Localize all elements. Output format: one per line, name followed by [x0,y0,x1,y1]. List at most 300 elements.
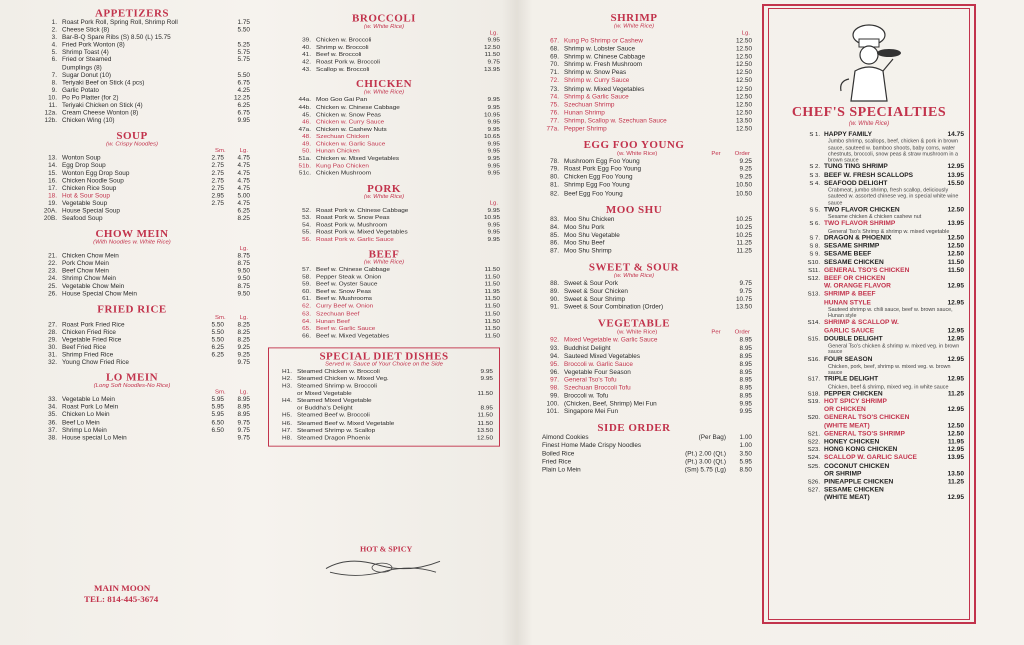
item-name: Pork Chow Mein [62,260,109,267]
item-number: 56. [302,236,311,243]
item-price: 14.75 [947,131,964,138]
item-number: 94. [550,352,559,360]
item-price-sm: 6.50 [211,427,224,434]
item-number: 8. [51,79,57,87]
item-price: 12.95 [947,406,964,414]
menu-item [275,390,493,397]
menu-item [516,224,752,232]
item-number: 52. [302,206,311,214]
menu-item [14,57,250,65]
item-price-sm: 6.25 [211,344,224,351]
item-number: S26. [807,479,820,486]
item-number: 76. [550,109,559,117]
item-price-price: 5.75 [237,49,250,56]
menu-item [516,46,752,54]
item-price-price: 5.25 [237,41,250,49]
item-price: 13.95 [947,220,964,228]
item-name: HUNAN STYLE [824,298,871,306]
item-price-lg: 4.75 [237,154,250,162]
menu-item [516,458,752,466]
menu-item [14,162,250,170]
item-price-price: 11.50 [484,273,500,281]
item-price-price: 12.50 [736,109,752,117]
item-price-lg: 8.95 [237,404,250,411]
chinese-name [774,235,804,243]
item-name: Moo Goo Gai Pan [316,96,368,104]
item-name: TWO FLAVOR SHRIMP [824,220,896,228]
item-price-price: 9.75 [487,59,500,66]
menu-item [14,65,250,73]
item-price-price: 9.75 [739,288,752,296]
item-price-price: 11.95 [484,288,500,295]
lg-label: Lg. [239,148,248,154]
item-number: 70. [550,61,559,69]
lo-mein-list [14,397,250,442]
menu-item [14,155,250,163]
item-price-lg: 8.95 [237,396,250,404]
lg-label: Lg. [239,315,248,321]
item-number: 15. [48,170,57,177]
menu-item [516,182,752,190]
item-number: 32. [48,359,57,366]
menu-item [14,110,250,118]
menu-item [14,404,250,412]
item-price-lg: 9.75 [237,419,250,427]
item-name: Boiled Rice [542,450,575,458]
item-number: H8. [282,434,292,441]
chinese-name [774,335,804,343]
item-detail: (Pt.) 3.00 (Qt.) [685,458,726,466]
menu-item [516,280,752,288]
item-price-price: 9.95 [487,162,500,170]
item-price-price: 1.00 [739,434,752,442]
item-name: Beef Egg Foo Young [564,189,623,197]
menu-item [14,427,250,435]
item-number: 53. [302,214,311,221]
item-name: House Special Chow Mein [62,290,137,298]
item-name: Beef w. Snow Peas [316,288,372,295]
item-name: Dumplings (8) [62,64,102,72]
menu-item [14,397,250,405]
item-price-price: 9.95 [739,400,752,408]
menu-item [268,119,500,126]
item-name: Roast Pork Roll, Spring Roll, Shrimp Roll [62,19,178,26]
item-name: DRAGON & PHOENIX [824,234,892,242]
item-price [936,319,964,327]
item-name: Szechuan Beef [316,310,360,317]
item-price-lg: 4.75 [237,170,250,177]
item-name: PINEAPPLE CHICKEN [824,478,894,486]
menu-column-3 [516,8,752,632]
menu-item [268,325,500,332]
menu-item [275,435,493,442]
item-price: 12.50 [947,234,964,242]
item-number: 77a. [546,125,559,133]
item-name: Roast Pork w. Chinese Cabbage [316,206,409,214]
chinese-name [774,180,804,188]
item-name: Teriyaki Chicken on Stick (4) [62,102,143,109]
chefs-specialties-subtitle: (w. White Rice) [848,121,890,127]
item-name: Singapore Mei Fun [564,408,618,416]
sm-label: Sm. [214,390,226,396]
chef-illustration-icon [829,19,909,103]
item-price-price: 12.50 [736,37,752,45]
item-number: 47a. [298,126,311,133]
item-price-sm: 6.25 [211,351,224,359]
item-name: Shrimp, Scallop w. Szechuan Sauce [564,117,667,125]
item-price [936,487,964,495]
item-price-price: 11.25 [736,247,752,255]
specialty-item [774,390,964,398]
item-price-price: 11.50 [484,310,500,317]
item-number: 55. [302,228,311,236]
item-name: Chicken Mushroom [316,170,372,177]
section-title-fried-rice: FRIED RICE [97,303,167,316]
item-price-price: 8.95 [739,344,752,352]
item-name: Cheese Stick (8) [62,26,110,34]
item-name: Steamed Beef w. Broccoli [297,412,370,419]
item-name: HONG KONG CHICKEN [824,446,898,454]
item-price-sm: 5.50 [211,321,224,329]
beef-subtitle: (w. White Rice) [363,260,405,266]
item-number: 73. [550,85,559,93]
lg-label: Lg. [239,246,248,252]
item-name: Szechuan Broccoli Tofu [564,384,631,392]
item-price-lg: 5.00 [237,192,250,200]
item-number: 54. [302,221,311,228]
item-name: (Chicken, Beef, Shrimp) Mei Fun [564,400,657,408]
item-number: S 7. [809,235,820,242]
item-price-sm: 5.95 [211,411,224,419]
item-number: S 1. [809,131,820,138]
item-number: S 4. [809,180,820,187]
item-number: S22. [807,439,820,446]
menu-item [14,344,250,352]
menu-item [516,216,752,224]
section-title-lo-mein: LO MEIN [105,372,159,384]
sm-label: Sm. [214,148,226,154]
item-name: Chicken w. Snow Peas [316,111,382,118]
lo-mein-subtitle: (Long Soft Noodles-No Rice) [93,383,171,390]
item-number: S 5. [809,207,820,214]
item-number: S10. [807,259,820,266]
item-number: 101. [546,408,559,416]
item-price-price: 5.75 [237,57,250,64]
item-price-price: 11.25 [736,239,752,247]
specialty-item [774,283,964,291]
item-price-price: 5.50 [237,72,250,79]
item-name: Steamed Chicken w. Mixed Veg. [297,375,389,383]
egg-foo-young-section [516,139,752,198]
item-price: 12.95 [947,376,964,383]
section-title-broccoli: BROCCOLI [352,13,416,25]
item-price-price: 11.50 [484,266,500,273]
item-name: SESAME CHICKEN [824,258,884,266]
lg-label: Lg. [489,200,498,206]
menu-item [516,93,752,101]
menu-item [268,311,500,318]
menu-item [268,141,500,148]
item-name: Steamed Shrimp w. Scallop [297,427,376,434]
menu-item [268,97,500,104]
appetizers-section [14,8,250,125]
item-price-price: 6.75 [237,79,250,87]
menu-item [516,296,752,304]
item-number: 92. [550,336,559,344]
item-name: Cream Cheese Wonton (8) [62,109,139,117]
item-number: 88. [550,280,559,288]
item-name: OR SHRIMP [824,470,862,478]
item-price-price: 6.25 [237,102,250,109]
broccoli-list [268,37,500,74]
item-number: S 6. [809,221,820,228]
item-number: 59. [302,281,311,288]
order-label: Order [734,151,750,158]
moo-shu-section [516,204,752,256]
item-name: Chicken Wing (10) [62,117,115,125]
egg-foo-young-header [516,151,752,158]
item-price-sm: 2.75 [211,162,224,170]
item-price-lg: 4.75 [237,162,250,170]
item-name: Beef Fried Rice [62,344,107,351]
menu-item [14,117,250,125]
menu-item [268,229,500,236]
soup-section [14,131,250,223]
menu-item [14,87,250,95]
item-price-lg: 8.25 [237,215,250,222]
menu-item [14,200,250,208]
item-price-price: 10.95 [484,214,500,221]
menu-item [516,442,752,450]
item-name: Szechuan Shrimp [564,101,615,109]
item-number: 83. [550,215,559,223]
item-price-lg: 8.25 [237,329,250,336]
menu-item [516,54,752,62]
item-price: 13.50 [947,470,964,478]
item-number: 6. [51,57,57,64]
item-name: HAPPY FAMILY [824,131,873,138]
fried-rice-section [14,304,250,367]
specialty-item [774,414,964,422]
vegetable-subtitle: (w. White Rice) [616,329,658,336]
item-name: Roast Pork w. Mixed Vegetables [316,228,408,236]
special-diet-subtitle: Served w. Sauce of Your Choice on the Side [325,361,443,368]
specialty-item [774,463,964,471]
menu-item [516,304,752,312]
chinese-name [774,471,804,479]
menu-item [14,95,250,103]
menu-item [14,260,250,268]
chinese-name [774,206,804,214]
menu-item [516,409,752,417]
vegetable-section [516,318,752,417]
item-price-price: 9.95 [487,236,500,243]
item-price-lg: 4.75 [237,200,250,207]
menu-item [268,281,500,288]
menu-column-2 [268,8,500,584]
menu-item [275,398,493,405]
chinese-name [774,430,804,438]
menu-item [14,80,250,88]
section-title-vegetable: VEGETABLE [597,318,671,330]
vegetable-header [516,330,752,337]
section-title-side-order: SIDE ORDER [597,422,671,435]
menu-item [516,345,752,353]
section-title-sweet-sour: SWEET & SOUR [588,261,680,274]
item-description: Chicken, pork, beef, shrimp w. mixed veg. w. brown sauce [828,363,951,376]
chinese-name [774,454,804,462]
sm-label: Sm. [214,315,226,321]
item-price-price: 9.50 [237,267,250,275]
item-number: S16. [807,356,820,363]
item-number: 26. [48,290,57,298]
item-number: 66. [302,332,311,340]
item-price-price: 10.25 [736,223,752,231]
item-price-lg: 9.25 [237,351,250,359]
item-number: S15. [807,336,820,343]
item-number: 39. [302,37,311,44]
item-price-price: 12.50 [736,61,752,69]
item-name: Chicken w. Garlic Sauce [316,140,386,148]
item-name: SHRIMP & BEEF [824,290,876,298]
menu-item [14,283,250,291]
sweet-sour-list [516,280,752,312]
item-number: 81. [550,181,559,189]
chicken-list [268,97,500,178]
specialty-item [774,356,964,364]
item-name: Chicken Fried Rice [62,329,116,336]
item-name: Chicken Egg Foo Young [564,173,633,181]
item-price-price: 9.95 [480,375,493,383]
menu-item [516,450,752,458]
item-name: Seafood Soup [62,215,103,222]
specialty-item [774,487,964,495]
menu-item [516,288,752,296]
item-number [804,327,824,335]
menu-item [14,42,250,50]
item-price [936,414,964,422]
menu-item [268,333,500,340]
item-price-price: 11.50 [477,390,493,397]
item-price: 11.50 [947,258,964,266]
item-price-price: 9.25 [739,165,752,173]
menu-item [516,361,752,369]
item-name: Moo Shu Shrimp [564,247,612,255]
item-price-price: 9.95 [237,117,250,125]
menu-item [268,44,500,51]
item-name: Sugar Donut (10) [62,72,112,79]
lg-label: Lg. [239,390,248,396]
specialty-item [774,398,964,406]
item-name: Vegetable Chow Mein [62,283,125,290]
item-price-price: 11.50 [477,419,493,427]
egg-foo-young-subtitle: (w. White Rice) [616,151,658,158]
item-name: BEEF W. FRESH SCALLOPS [824,171,914,179]
item-name: Young Chow Fried Rice [62,359,129,366]
item-price: 15.50 [947,179,964,187]
item-number: 44a. [298,96,311,104]
menu-item [268,163,500,170]
item-name: Shrimp Lo Mein [62,427,107,434]
item-name: HOT SPICY SHRIMP [824,398,887,406]
section-title-chicken: CHICKEN [355,79,413,91]
menu-item [268,67,500,74]
item-price-price: 9.95 [487,228,500,236]
item-number: 89. [550,288,559,296]
item-number: 77. [550,117,559,125]
item-number: 46. [302,118,311,126]
item-name: Steamed Shrimp w. Broccoli [297,383,377,390]
item-price-price: 8.95 [739,392,752,400]
item-name: Moo Shu Pork [564,223,605,231]
menu-item [14,337,250,345]
item-name: SCALLOP W. GARLIC SAUCE [824,454,917,462]
item-price [936,463,964,471]
item-price [936,275,964,283]
item-name: GENERAL TSO'S SHRIMP [824,430,905,438]
item-price-sm: 5.50 [211,336,224,344]
item-number: 7. [51,72,57,79]
item-name: W. ORANGE FLAVOR [824,282,891,290]
menu-item [516,125,752,133]
item-name: Vegetable Four Season [564,368,631,376]
item-number: 20B. [43,215,57,222]
item-number [804,471,824,479]
item-name: Sweet & Sour Chicken [564,288,628,296]
item-price-price: 12.50 [736,53,752,61]
specialty-item [774,495,964,503]
item-price-price: 6.75 [237,109,250,117]
item-name: Beef w. Chinese Cabbage [316,266,390,273]
item-name: Hot & Sour Soup [62,192,110,200]
item-price-price: 12.50 [736,93,752,101]
item-name: Shrimp Egg Foo Young [564,181,630,189]
item-name: House Special Soup [62,207,120,215]
item-name: Kung Po Shrimp or Cashew [564,37,643,45]
item-name: Steamed Mixed Vegetable [297,397,372,405]
item-number: S27. [807,487,820,494]
specialty-item [774,267,964,275]
item-number: 1. [51,19,57,26]
menu-item [516,38,752,46]
item-number: 18. [48,192,57,200]
item-number: S24. [807,455,820,462]
item-price-price: 8.95 [739,384,752,392]
item-number: 79. [550,165,559,173]
item-price-price: 11.50 [484,317,500,325]
item-number: S 3. [809,172,820,179]
item-price-price: 8.95 [739,376,752,384]
item-number: 38. [48,434,57,442]
item-name: SESAME SHRIMP [824,242,880,250]
specialty-item [774,446,964,454]
menu-item [516,466,752,474]
chefs-specialties-inner [768,8,970,620]
chinese-name [774,327,804,335]
item-name: Vegetable Soup [62,200,108,207]
lg-label: Lg. [741,30,750,37]
chinese-name [774,479,804,487]
item-number: 86. [550,239,559,247]
menu-item [14,102,250,110]
item-name: Shrimp w. Mixed Vegetables [564,85,645,93]
item-name: or Mixed Vegetable [297,390,352,397]
item-name: Shrimp w. Lobster Sauce [564,45,636,53]
item-number: 4. [51,41,57,49]
item-number: 12a. [44,109,57,117]
item-number: 67. [550,37,559,45]
chinese-name [774,259,804,267]
